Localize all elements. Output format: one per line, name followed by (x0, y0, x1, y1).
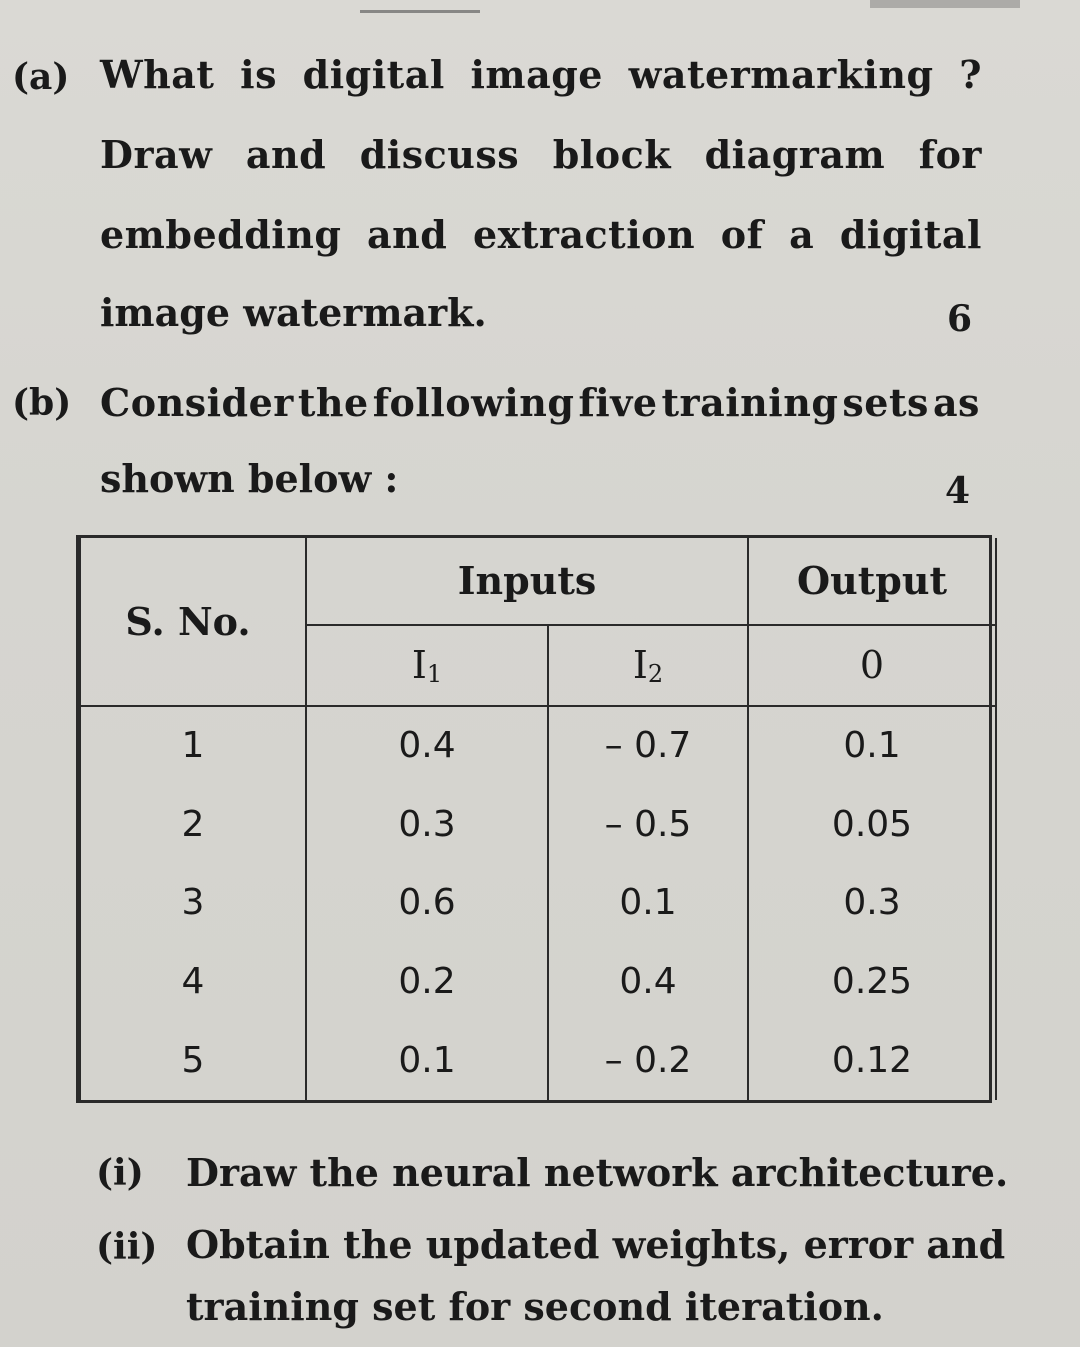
o-header: 0 (748, 625, 996, 706)
word: What (100, 52, 215, 97)
sno-cell: 1 (80, 706, 306, 785)
inputs-header: Inputs (306, 538, 748, 625)
o-cell: 0.1 (748, 706, 996, 785)
page-top-edge-right (870, 0, 1020, 8)
table-row (80, 706, 996, 785)
page-top-edge (360, 0, 480, 13)
table-row (80, 863, 996, 942)
o-cell: 0.25 (748, 942, 996, 1021)
i1-header: $I_1$ (306, 625, 548, 706)
i1-cell: 0.3 (306, 785, 548, 864)
word: a (789, 212, 815, 257)
table-row (80, 942, 996, 1021)
sno-cell: 2 (80, 785, 306, 864)
question-a-line-4: image watermark. (100, 290, 487, 335)
question-b-label: (b) (12, 382, 72, 424)
i1-cell: 0.6 (306, 863, 548, 942)
i2-cell: 0.4 (548, 942, 748, 1021)
i1-cell: 0.2 (306, 942, 548, 1021)
question-b-line-2: shown below : (100, 456, 399, 501)
word: image (470, 52, 603, 97)
word: five (578, 380, 658, 425)
word: digital (302, 52, 445, 97)
word: embedding (100, 212, 342, 257)
question-a-line-2 (100, 132, 982, 177)
i2-cell: – 0.7 (548, 706, 748, 785)
word: watermarking (628, 52, 934, 97)
sno-cell: 5 (80, 1021, 306, 1100)
subpart-ii-label: (ii) (96, 1226, 158, 1268)
i2-cell: – 0.2 (548, 1021, 748, 1100)
word: Consider (100, 380, 294, 425)
word: Draw (100, 132, 213, 177)
word: ? (959, 52, 982, 97)
o-cell: 0.05 (748, 785, 996, 864)
subpart-ii-text-continued: training set for second iteration. (186, 1284, 884, 1329)
word: diagram (704, 132, 886, 177)
i1-cell: 0.1 (306, 1021, 548, 1100)
word: the (297, 380, 369, 425)
word: is (240, 52, 277, 97)
o-cell: 0.3 (748, 863, 996, 942)
word: training (661, 380, 839, 425)
i2-cell: – 0.5 (548, 785, 748, 864)
word: for (918, 132, 982, 177)
word: following (372, 380, 575, 425)
word: sets (842, 380, 929, 425)
word: extraction (472, 212, 696, 257)
o-cell: 0.12 (748, 1021, 996, 1100)
sno-header: S. No. (80, 538, 306, 706)
i2-cell: 0.1 (548, 863, 748, 942)
word: of (720, 212, 764, 257)
word: discuss (359, 132, 520, 177)
word: block (552, 132, 672, 177)
word: and (367, 212, 448, 257)
question-a-line-3 (100, 212, 982, 257)
table-header-row (80, 538, 996, 625)
question-a-line-1 (100, 52, 982, 97)
table-row (80, 785, 996, 864)
i2-header: $I_2$ (548, 625, 748, 706)
training-set-table (76, 535, 992, 1103)
word: as (932, 380, 980, 425)
question-b-marks: 4 (944, 470, 970, 512)
subpart-i-label: (i) (96, 1152, 144, 1194)
sno-cell: 4 (80, 942, 306, 1021)
question-a-label: (a) (12, 56, 70, 98)
word: digital (839, 212, 982, 257)
i1-cell: 0.4 (306, 706, 548, 785)
word: and (245, 132, 327, 177)
question-a-marks: 6 (946, 298, 972, 340)
sno-cell: 3 (80, 863, 306, 942)
output-header: Output (748, 538, 996, 625)
question-b-line-1 (100, 380, 980, 425)
training-table (79, 538, 997, 1100)
subpart-ii-text: Obtain the updated weights, error and (186, 1222, 1006, 1267)
subpart-i-text: Draw the neural network architecture. (186, 1150, 1009, 1195)
table-row (80, 1021, 996, 1100)
